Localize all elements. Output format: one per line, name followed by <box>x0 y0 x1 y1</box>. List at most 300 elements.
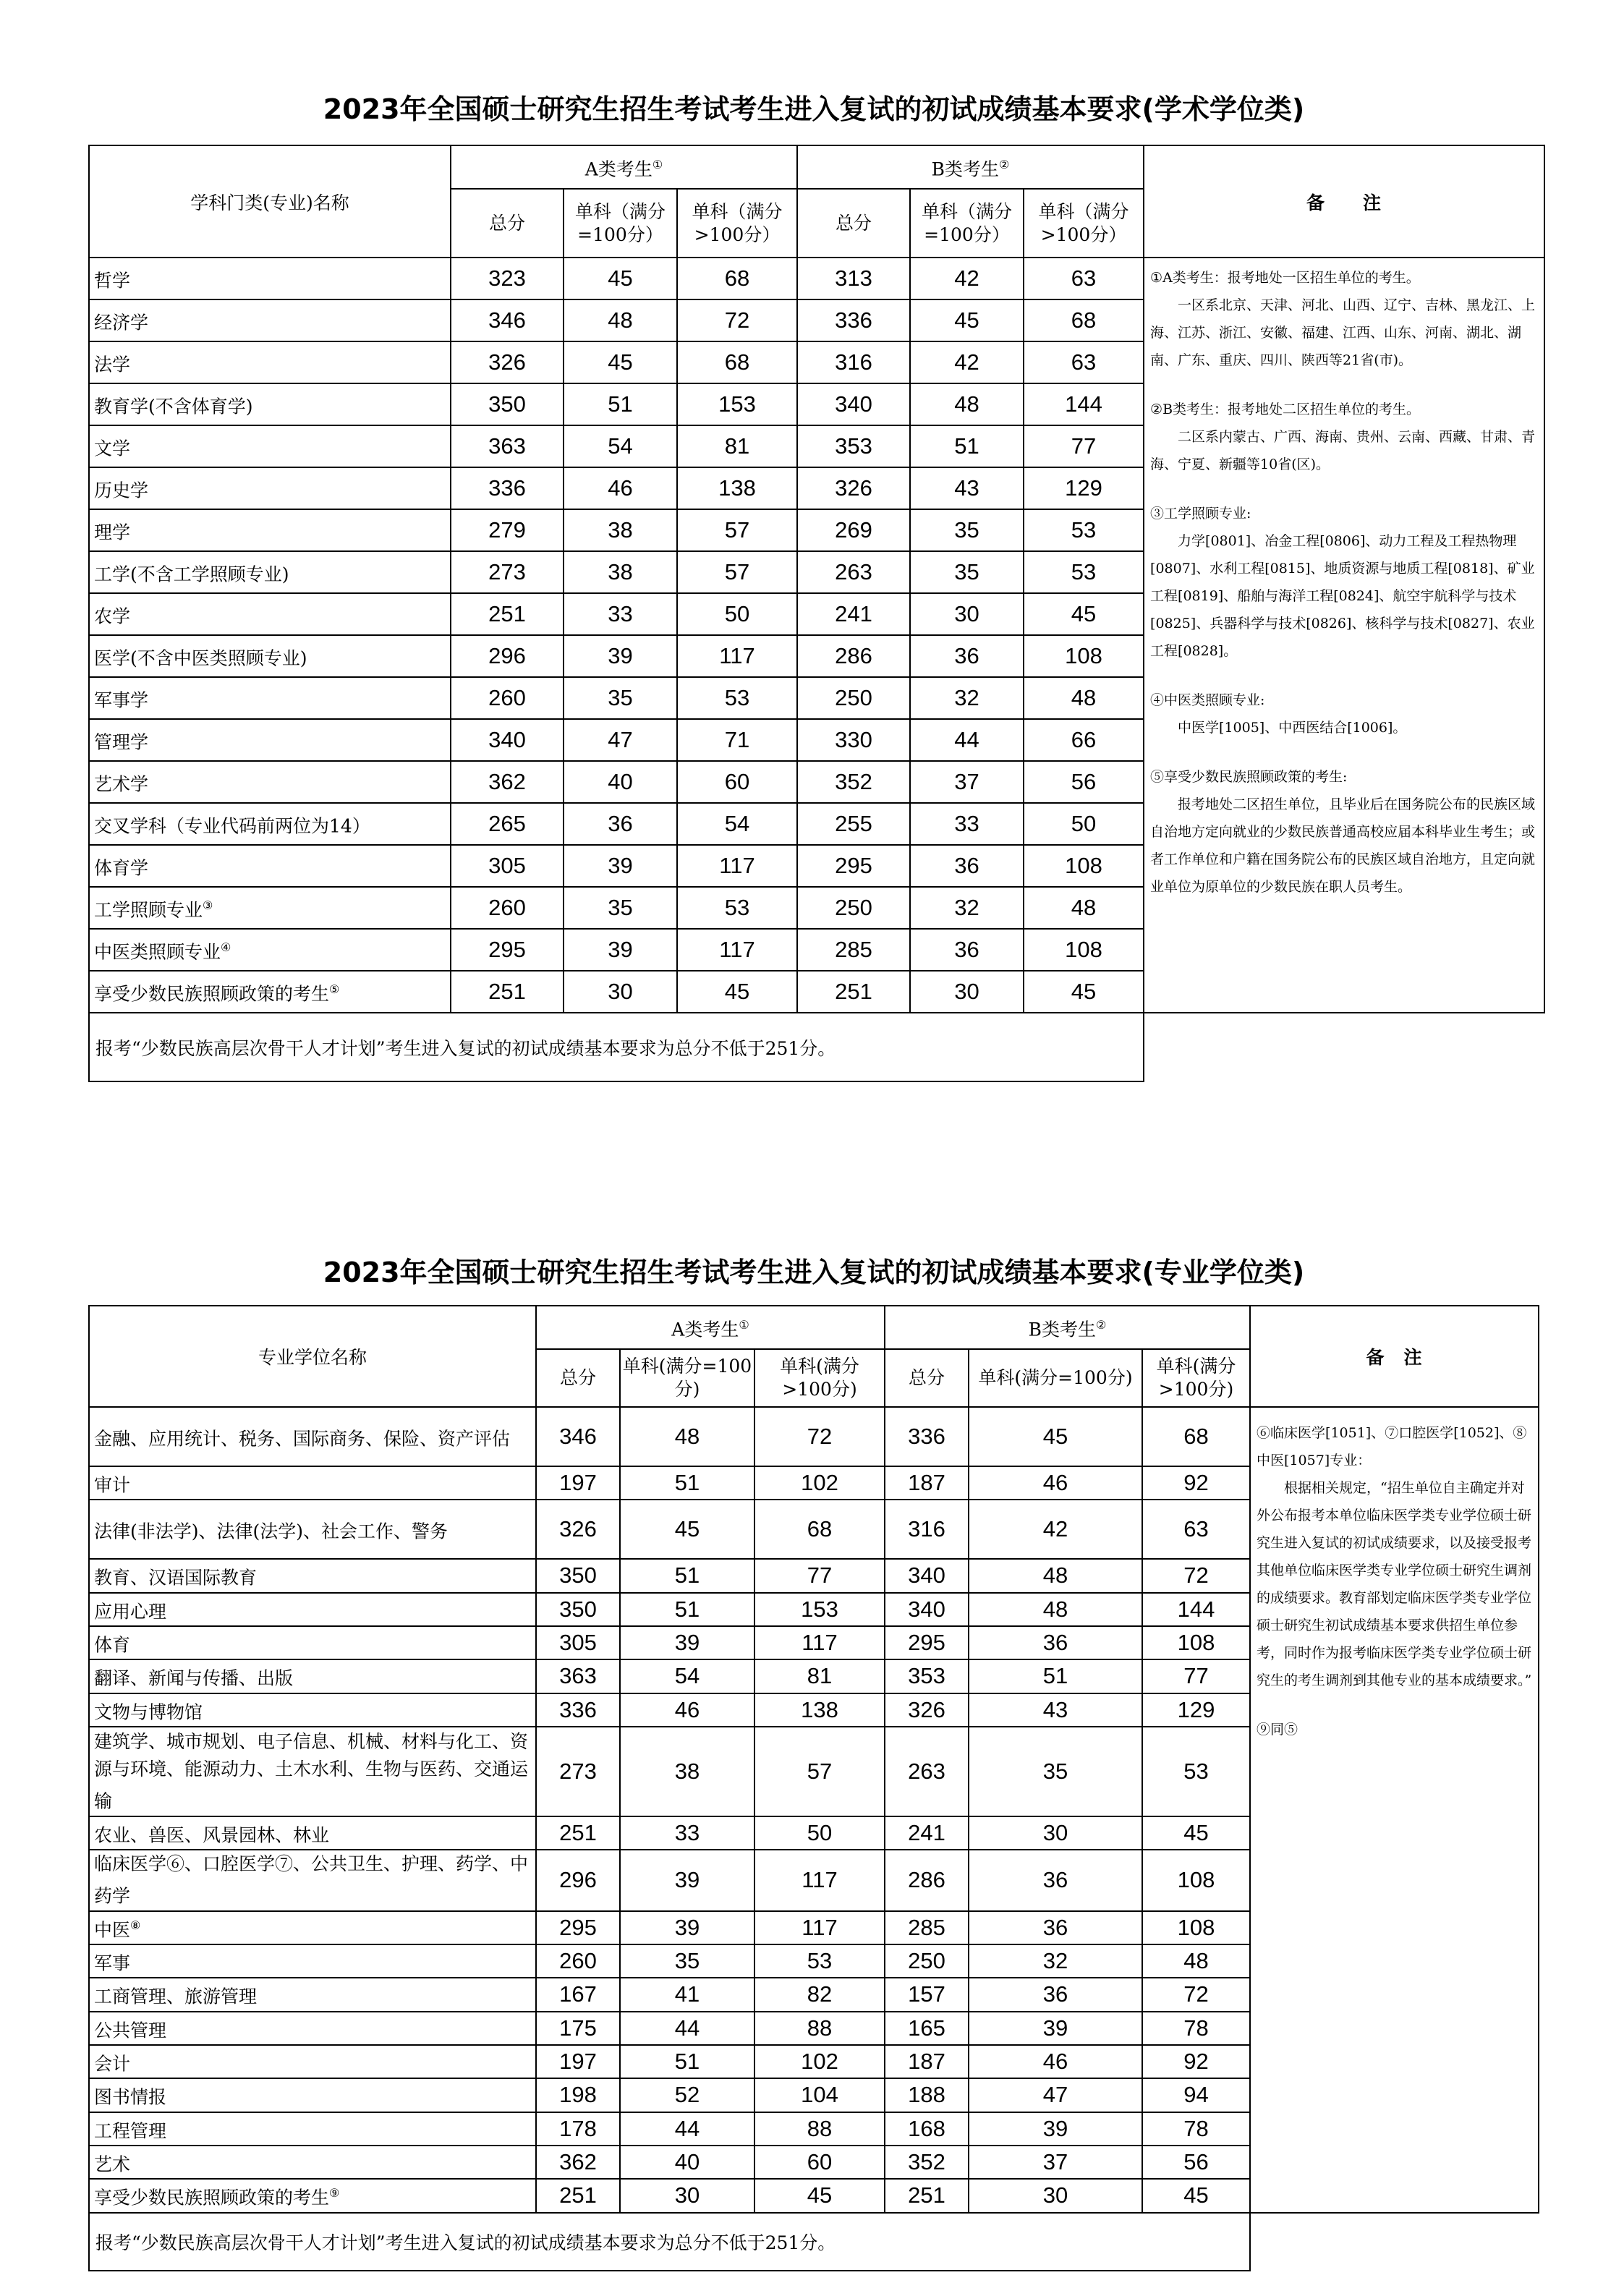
cell-a-s1: 35 <box>620 1944 754 1978</box>
row-name: 文学 <box>89 425 451 467</box>
row-name: 中医⑧ <box>89 1911 536 1944</box>
cell-b-s1: 43 <box>910 467 1024 509</box>
a-total-header: 总分 <box>451 189 564 258</box>
cell-a-total: 362 <box>536 2146 620 2179</box>
row-name: 交叉学科（专业代码前两位为14） <box>89 803 451 845</box>
cell-b-total: 188 <box>885 2078 969 2112</box>
row-name: 工学照顾专业③ <box>89 887 451 929</box>
cell-a-total: 305 <box>451 845 564 887</box>
cell-b-s2: 94 <box>1142 2078 1250 2112</box>
cell-a-s2: 102 <box>754 2045 885 2078</box>
cell-b-s2: 63 <box>1142 1500 1250 1559</box>
cell-a-total: 336 <box>536 1693 620 1727</box>
cell-b-s2: 45 <box>1142 2179 1250 2212</box>
prof-remarks-header: 备 注 <box>1250 1306 1539 1407</box>
cell-a-s2: 45 <box>677 971 797 1013</box>
cell-a-total: 296 <box>536 1850 620 1910</box>
cell-b-total: 165 <box>885 2012 969 2045</box>
cell-a-total: 326 <box>451 341 564 383</box>
row-name: 临床医学⑥、口腔医学⑦、公共卫生、护理、药学、中药学 <box>89 1850 536 1910</box>
cell-b-total: 255 <box>797 803 910 845</box>
cell-a-s2: 153 <box>677 383 797 425</box>
b-single-over100-header: 单科（满分>100分） <box>1024 189 1144 258</box>
row-name: 医学(不含中医类照顾专业) <box>89 635 451 677</box>
cell-b-s2: 56 <box>1142 2146 1250 2179</box>
cell-b-total: 330 <box>797 719 910 761</box>
a-group-header: A类考生① <box>451 145 797 189</box>
note-paragraph: ⑨同⑤ <box>1257 1722 1298 1738</box>
cell-b-s2: 108 <box>1024 635 1144 677</box>
cell-a-s1: 51 <box>620 1466 754 1500</box>
cell-a-s1: 35 <box>564 677 677 719</box>
cell-a-total: 273 <box>536 1727 620 1816</box>
remarks-notes <box>1144 258 1544 1013</box>
cell-b-s2: 53 <box>1142 1727 1250 1816</box>
cell-b-s2: 48 <box>1024 887 1144 929</box>
row-name: 农学 <box>89 593 451 635</box>
cell-a-total: 260 <box>451 887 564 929</box>
cell-b-total: 316 <box>885 1500 969 1559</box>
cell-b-total: 250 <box>797 887 910 929</box>
professional-score-table <box>88 1305 1539 2271</box>
cell-b-total: 187 <box>885 2045 969 2078</box>
academic-table-title: 2023年全国硕士研究生招生考试考生进入复试的初试成绩基本要求(学术学位类) <box>323 93 1305 125</box>
cell-a-s1: 39 <box>564 635 677 677</box>
cell-a-s1: 36 <box>564 803 677 845</box>
cell-b-s2: 144 <box>1024 383 1144 425</box>
cell-b-total: 326 <box>797 467 910 509</box>
cell-a-s1: 38 <box>564 509 677 551</box>
note-paragraph: 报考地处二区招生单位，且毕业后在国务院公布的民族区域自治地方定向就业的少数民族普通高校应届本科毕业生考生；或者工作单位和户籍在国务院公布的民族区域自治地方，且定向就业单位为原单位的少数民族在职人员考生。 <box>1150 796 1536 895</box>
row-name: 军事学 <box>89 677 451 719</box>
cell-a-s1: 46 <box>620 1693 754 1727</box>
prof-b-total-header: 总分 <box>885 1349 969 1407</box>
cell-b-s1: 33 <box>910 803 1024 845</box>
cell-a-total: 295 <box>536 1911 620 1944</box>
cell-a-total: 167 <box>536 1978 620 2011</box>
row-name: 教育学(不含体育学) <box>89 383 451 425</box>
cell-b-total: 340 <box>885 1593 969 1626</box>
cell-b-s1: 32 <box>910 887 1024 929</box>
cell-b-s1: 39 <box>969 2112 1142 2146</box>
cell-a-s2: 117 <box>677 929 797 971</box>
cell-a-total: 296 <box>451 635 564 677</box>
note-spacer <box>1257 1694 1532 1716</box>
cell-b-s1: 48 <box>969 1559 1142 1592</box>
academic-score-table <box>88 145 1545 1082</box>
cell-b-s1: 30 <box>969 1816 1142 1850</box>
cell-a-s2: 54 <box>677 803 797 845</box>
cell-b-s1: 42 <box>910 341 1024 383</box>
row-name: 享受少数民族照顾政策的考生⑤ <box>89 971 451 1013</box>
cell-b-s2: 63 <box>1024 258 1144 299</box>
cell-b-total: 168 <box>885 2112 969 2146</box>
cell-b-s2: 56 <box>1024 761 1144 803</box>
table-row <box>89 1407 1539 1466</box>
cell-b-s1: 30 <box>969 2179 1142 2212</box>
cell-b-total: 340 <box>885 1559 969 1592</box>
cell-b-s1: 35 <box>910 509 1024 551</box>
cell-b-s2: 77 <box>1024 425 1144 467</box>
cell-a-total: 326 <box>536 1500 620 1559</box>
cell-b-total: 286 <box>885 1850 969 1910</box>
note-paragraph: 力学[0801]、冶金工程[0806]、动力工程及工程热物理[0807]、水利工程[0815]、地质资源与地质工程[0818]、矿业工程[0819]、船舶与海洋工程[0824]、航空宇航科学与技术[0825]、兵器科学与技术[0826]、核科学与技术[0827]、农业工程[0828]。 <box>1150 533 1535 659</box>
cell-b-total: 353 <box>797 425 910 467</box>
row-name: 理学 <box>89 509 451 551</box>
cell-b-total: 336 <box>797 299 910 341</box>
cell-b-s1: 32 <box>969 1944 1142 1978</box>
cell-a-s2: 117 <box>754 1626 885 1659</box>
cell-b-s2: 72 <box>1142 1978 1250 2011</box>
cell-a-total: 178 <box>536 2112 620 2146</box>
cell-b-total: 353 <box>885 1659 969 1693</box>
row-name: 公共管理 <box>89 2012 536 2045</box>
cell-b-total: 241 <box>797 593 910 635</box>
row-name: 会计 <box>89 2045 536 2078</box>
prof-b-single-over100-header: 单科(满分>100分) <box>1142 1349 1250 1407</box>
row-name: 法律(非法学)、法律(法学)、社会工作、警务 <box>89 1500 536 1559</box>
cell-a-total: 346 <box>451 299 564 341</box>
cell-a-total: 175 <box>536 2012 620 2045</box>
cell-a-s2: 53 <box>677 677 797 719</box>
cell-b-s2: 63 <box>1024 341 1144 383</box>
cell-a-s1: 54 <box>620 1659 754 1693</box>
cell-b-total: 241 <box>885 1816 969 1850</box>
cell-b-s2: 108 <box>1024 929 1144 971</box>
row-name: 经济学 <box>89 299 451 341</box>
academic-footer-note: 报考“少数民族高层次骨干人才计划”考生进入复试的初试成绩基本要求为总分不低于251分。 <box>89 1013 1144 1081</box>
cell-b-s1: 39 <box>969 2012 1142 2045</box>
note-paragraph: ①A类考生：报考地处一区招生单位的考生。 <box>1150 270 1420 286</box>
prof-a-group-header: A类考生① <box>536 1306 885 1349</box>
row-name: 审计 <box>89 1466 536 1500</box>
row-name: 中医类照顾专业④ <box>89 929 451 971</box>
prof-b-group-header: B类考生② <box>885 1306 1250 1349</box>
cell-a-total: 251 <box>536 2179 620 2212</box>
prof-name-column-header: 专业学位名称 <box>89 1306 536 1407</box>
cell-a-s1: 51 <box>620 2045 754 2078</box>
note-paragraph: ③工学照顾专业: <box>1150 506 1251 522</box>
cell-a-s1: 40 <box>564 761 677 803</box>
cell-a-total: 265 <box>451 803 564 845</box>
cell-b-s2: 92 <box>1142 1466 1250 1500</box>
cell-b-total: 285 <box>885 1911 969 1944</box>
cell-a-s1: 39 <box>620 1911 754 1944</box>
cell-a-s2: 68 <box>677 258 797 299</box>
cell-b-s2: 108 <box>1142 1626 1250 1659</box>
cell-b-s1: 43 <box>969 1693 1142 1727</box>
cell-a-s1: 52 <box>620 2078 754 2112</box>
cell-a-total: 197 <box>536 2045 620 2078</box>
cell-b-s1: 37 <box>910 761 1024 803</box>
cell-a-s2: 50 <box>677 593 797 635</box>
cell-b-s2: 108 <box>1142 1850 1250 1910</box>
cell-b-s2: 78 <box>1142 2112 1250 2146</box>
cell-b-s2: 45 <box>1142 1816 1250 1850</box>
cell-a-total: 197 <box>536 1466 620 1500</box>
cell-b-s1: 48 <box>969 1593 1142 1626</box>
professional-footer-note: 报考“少数民族高层次骨干人才计划”考生进入复试的初试成绩基本要求为总分不低于251分。 <box>89 2213 1250 2271</box>
cell-b-s2: 66 <box>1024 719 1144 761</box>
cell-a-s2: 72 <box>677 299 797 341</box>
cell-b-s2: 68 <box>1142 1407 1250 1466</box>
note-spacer <box>1150 374 1538 396</box>
professional-data-rows <box>89 1407 1539 2213</box>
cell-b-s1: 42 <box>969 1500 1142 1559</box>
academic-data-rows <box>89 258 1544 1013</box>
cell-b-total: 352 <box>885 2146 969 2179</box>
cell-a-total: 251 <box>536 1816 620 1850</box>
cell-a-total: 279 <box>451 509 564 551</box>
note-spacer <box>1150 741 1538 763</box>
cell-b-s2: 72 <box>1142 1559 1250 1592</box>
row-name: 工学(不含工学照顾专业) <box>89 551 451 593</box>
cell-b-total: 250 <box>797 677 910 719</box>
remarks-notes <box>1250 1407 1539 2213</box>
cell-a-total: 251 <box>451 971 564 1013</box>
b-group-header: B类考生② <box>797 145 1144 189</box>
cell-b-s2: 68 <box>1024 299 1144 341</box>
note-paragraph: ④中医类照顾专业: <box>1150 692 1265 708</box>
cell-a-s2: 117 <box>677 845 797 887</box>
cell-b-s1: 35 <box>969 1727 1142 1816</box>
cell-b-total: 295 <box>885 1626 969 1659</box>
cell-a-s2: 53 <box>754 1944 885 1978</box>
row-name: 建筑学、城市规划、电子信息、机械、材料与化工、资源与环境、能源动力、土木水利、生物与医药、交通运输 <box>89 1727 536 1816</box>
cell-b-total: 326 <box>885 1693 969 1727</box>
cell-b-s1: 32 <box>910 677 1024 719</box>
row-name: 图书情报 <box>89 2078 536 2112</box>
cell-b-total: 263 <box>797 551 910 593</box>
note-paragraph: 一区系北京、天津、河北、山西、辽宁、吉林、黑龙江、上海、江苏、浙江、安徽、福建、江西、山东、河南、湖北、湖南、广东、重庆、四川、陕西等21省(市)。 <box>1150 297 1536 368</box>
cell-b-s1: 45 <box>910 299 1024 341</box>
b-total-header: 总分 <box>797 189 910 258</box>
cell-a-s1: 51 <box>620 1559 754 1592</box>
cell-b-total: 250 <box>885 1944 969 1978</box>
row-name: 法学 <box>89 341 451 383</box>
cell-b-s1: 30 <box>910 593 1024 635</box>
prof-a-single-over100-header: 单科(满分>100分) <box>754 1349 885 1407</box>
cell-b-s1: 47 <box>969 2078 1142 2112</box>
cell-b-s1: 51 <box>910 425 1024 467</box>
cell-b-s2: 92 <box>1142 2045 1250 2078</box>
cell-a-s1: 44 <box>620 2012 754 2045</box>
cell-a-s1: 40 <box>620 2146 754 2179</box>
cell-a-total: 260 <box>451 677 564 719</box>
cell-a-total: 251 <box>451 593 564 635</box>
cell-b-s1: 46 <box>969 2045 1142 2078</box>
b-single-100-header: 单科（满分=100分） <box>910 189 1024 258</box>
cell-a-total: 260 <box>536 1944 620 1978</box>
prof-a-single-100-header: 单科(满分=100分) <box>620 1349 754 1407</box>
row-name: 文物与博物馆 <box>89 1693 536 1727</box>
note-spacer <box>1150 478 1538 500</box>
cell-a-s1: 46 <box>564 467 677 509</box>
cell-b-s2: 53 <box>1024 551 1144 593</box>
cell-b-s1: 36 <box>969 1850 1142 1910</box>
cell-a-s1: 45 <box>564 341 677 383</box>
row-name: 应用心理 <box>89 1593 536 1626</box>
cell-a-s1: 39 <box>620 1850 754 1910</box>
cell-a-s2: 45 <box>754 2179 885 2212</box>
cell-a-s2: 72 <box>754 1407 885 1466</box>
name-column-header: 学科门类(专业)名称 <box>89 145 451 258</box>
cell-a-s1: 41 <box>620 1978 754 2011</box>
cell-b-total: 295 <box>797 845 910 887</box>
row-name: 军事 <box>89 1944 536 1978</box>
cell-b-s1: 35 <box>910 551 1024 593</box>
cell-b-total: 251 <box>885 2179 969 2212</box>
cell-a-total: 362 <box>451 761 564 803</box>
cell-b-total: 352 <box>797 761 910 803</box>
cell-a-s2: 117 <box>754 1911 885 1944</box>
cell-a-s2: 117 <box>677 635 797 677</box>
row-name: 体育学 <box>89 845 451 887</box>
cell-a-total: 346 <box>536 1407 620 1466</box>
cell-a-s2: 104 <box>754 2078 885 2112</box>
cell-b-s1: 36 <box>910 929 1024 971</box>
a-single-100-header: 单科（满分=100分） <box>564 189 677 258</box>
cell-a-s1: 33 <box>564 593 677 635</box>
cell-a-total: 340 <box>451 719 564 761</box>
cell-b-s1: 48 <box>910 383 1024 425</box>
cell-a-total: 350 <box>536 1593 620 1626</box>
row-name: 教育、汉语国际教育 <box>89 1559 536 1592</box>
note-spacer <box>1150 665 1538 686</box>
row-name: 艺术学 <box>89 761 451 803</box>
remarks-header: 备 注 <box>1144 145 1544 258</box>
cell-b-s2: 48 <box>1142 1944 1250 1978</box>
cell-a-total: 363 <box>536 1659 620 1693</box>
row-name: 体育 <box>89 1626 536 1659</box>
cell-b-s1: 36 <box>910 845 1024 887</box>
cell-a-s2: 57 <box>677 551 797 593</box>
cell-b-total: 157 <box>885 1978 969 2011</box>
cell-a-s1: 45 <box>564 258 677 299</box>
cell-b-total: 286 <box>797 635 910 677</box>
cell-b-s2: 108 <box>1142 1911 1250 1944</box>
cell-a-s1: 33 <box>620 1816 754 1850</box>
cell-b-total: 313 <box>797 258 910 299</box>
cell-b-total: 316 <box>797 341 910 383</box>
cell-a-s1: 45 <box>620 1500 754 1559</box>
cell-a-s2: 71 <box>677 719 797 761</box>
cell-a-s1: 39 <box>564 845 677 887</box>
cell-b-s1: 46 <box>969 1466 1142 1500</box>
cell-a-s1: 51 <box>620 1593 754 1626</box>
cell-a-s1: 38 <box>620 1727 754 1816</box>
row-name: 农业、兽医、风景园林、林业 <box>89 1816 536 1850</box>
a-single-over100-header: 单科（满分>100分） <box>677 189 797 258</box>
cell-b-s2: 108 <box>1024 845 1144 887</box>
cell-a-s2: 88 <box>754 2012 885 2045</box>
cell-a-s1: 39 <box>564 929 677 971</box>
cell-a-total: 295 <box>451 929 564 971</box>
cell-a-total: 350 <box>536 1559 620 1592</box>
cell-a-s2: 50 <box>754 1816 885 1850</box>
cell-b-total: 251 <box>797 971 910 1013</box>
cell-a-total: 323 <box>451 258 564 299</box>
cell-b-total: 285 <box>797 929 910 971</box>
cell-a-total: 198 <box>536 2078 620 2112</box>
note-paragraph: ⑤享受少数民族照顾政策的考生: <box>1150 769 1348 785</box>
cell-a-s1: 54 <box>564 425 677 467</box>
cell-b-s1: 36 <box>969 1626 1142 1659</box>
cell-b-s1: 51 <box>969 1659 1142 1693</box>
row-name: 哲学 <box>89 258 451 299</box>
cell-b-s2: 77 <box>1142 1659 1250 1693</box>
cell-a-s2: 60 <box>677 761 797 803</box>
row-name: 金融、应用统计、税务、国际商务、保险、资产评估 <box>89 1407 536 1466</box>
cell-a-s2: 138 <box>677 467 797 509</box>
cell-a-s2: 102 <box>754 1466 885 1500</box>
cell-b-s1: 44 <box>910 719 1024 761</box>
cell-a-s2: 77 <box>754 1559 885 1592</box>
cell-b-s2: 45 <box>1024 971 1144 1013</box>
cell-b-s1: 36 <box>969 1911 1142 1944</box>
cell-b-s2: 129 <box>1142 1693 1250 1727</box>
row-name: 工商管理、旅游管理 <box>89 1978 536 2011</box>
cell-b-s1: 36 <box>910 635 1024 677</box>
cell-b-s1: 42 <box>910 258 1024 299</box>
cell-a-s2: 117 <box>754 1850 885 1910</box>
cell-b-s2: 129 <box>1024 467 1144 509</box>
cell-b-s2: 78 <box>1142 2012 1250 2045</box>
cell-a-total: 273 <box>451 551 564 593</box>
cell-a-s2: 57 <box>754 1727 885 1816</box>
cell-b-total: 340 <box>797 383 910 425</box>
cell-b-s2: 48 <box>1024 677 1144 719</box>
cell-a-s1: 48 <box>564 299 677 341</box>
prof-a-total-header: 总分 <box>536 1349 620 1407</box>
cell-a-total: 363 <box>451 425 564 467</box>
cell-b-s2: 50 <box>1024 803 1144 845</box>
cell-a-s2: 81 <box>677 425 797 467</box>
table-row <box>89 258 1544 299</box>
cell-b-s1: 45 <box>969 1407 1142 1466</box>
cell-a-s2: 68 <box>677 341 797 383</box>
cell-a-s2: 82 <box>754 1978 885 2011</box>
cell-a-s1: 39 <box>620 1626 754 1659</box>
cell-a-s2: 81 <box>754 1659 885 1693</box>
row-name: 翻译、新闻与传播、出版 <box>89 1659 536 1693</box>
note-paragraph: 二区系内蒙古、广西、海南、贵州、云南、西藏、甘肃、青海、宁夏、新疆等10省(区)。 <box>1150 429 1536 472</box>
row-name: 历史学 <box>89 467 451 509</box>
prof-b-single-100-header: 单科(满分=100分) <box>969 1349 1142 1407</box>
cell-a-s1: 48 <box>620 1407 754 1466</box>
cell-a-s2: 88 <box>754 2112 885 2146</box>
cell-a-s2: 138 <box>754 1693 885 1727</box>
cell-a-total: 350 <box>451 383 564 425</box>
cell-a-s1: 30 <box>564 971 677 1013</box>
cell-b-s2: 45 <box>1024 593 1144 635</box>
row-name: 管理学 <box>89 719 451 761</box>
cell-b-s1: 36 <box>969 1978 1142 2011</box>
cell-b-s2: 53 <box>1024 509 1144 551</box>
note-paragraph: 根据相关规定，“招生单位自主确定并对外公布报考本单位临床医学类专业学位硕士研究生进入复试的初试成绩要求，以及接受报考其他单位临床医学类专业学位硕士研究生调剂的成绩要求。教育部划定临床医学类专业学位硕士研究生初试成绩基本要求供招生单位参考，同时作为报考临床医学类专业学位硕士研究生的考生调剂到其他专业的基本成绩要求。” <box>1257 1480 1532 1688</box>
cell-a-s2: 153 <box>754 1593 885 1626</box>
row-name: 工程管理 <box>89 2112 536 2146</box>
cell-b-s2: 144 <box>1142 1593 1250 1626</box>
cell-b-s1: 37 <box>969 2146 1142 2179</box>
cell-a-s1: 44 <box>620 2112 754 2146</box>
cell-b-s1: 30 <box>910 971 1024 1013</box>
cell-b-total: 263 <box>885 1727 969 1816</box>
note-paragraph: 中医学[1005]、中西医结合[1006]。 <box>1150 720 1407 736</box>
note-paragraph: ⑥临床医学[1051]、⑦口腔医学[1052]、⑧中医[1057]专业： <box>1257 1425 1527 1468</box>
cell-b-total: 187 <box>885 1466 969 1500</box>
cell-a-s2: 60 <box>754 2146 885 2179</box>
